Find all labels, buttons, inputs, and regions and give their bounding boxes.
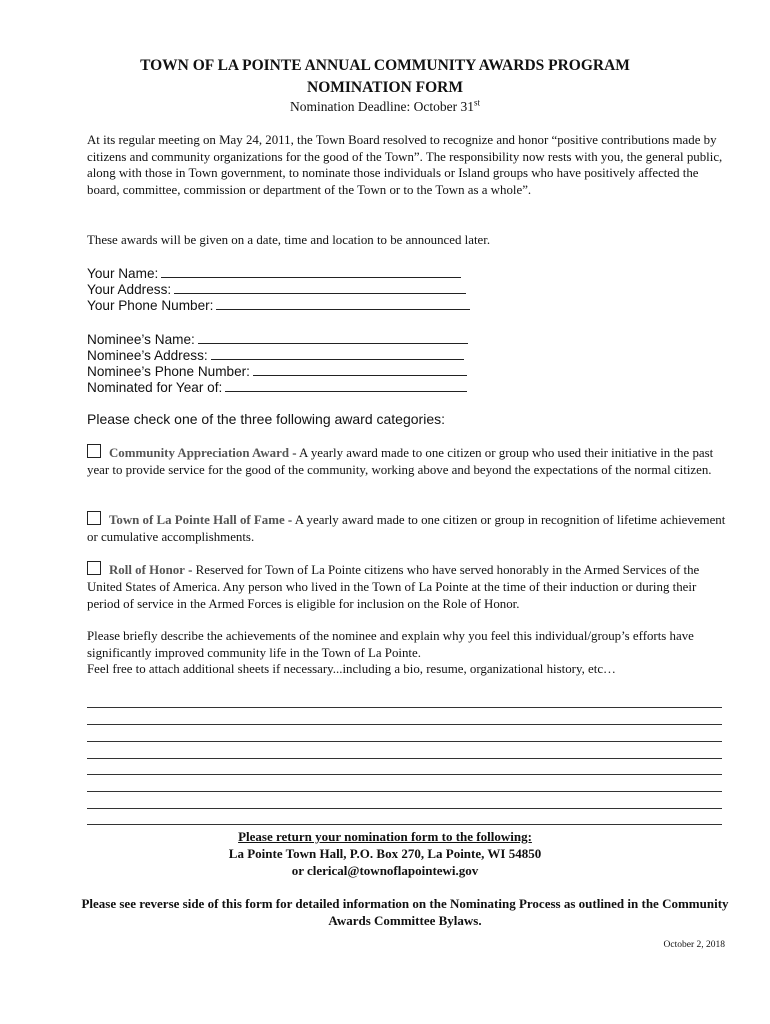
hall-of-fame-checkbox[interactable] [87,511,101,525]
nomination-deadline [0,99,770,115]
nominee-name-field [87,331,468,348]
nominated-year-label: Nominated for Year of: [87,380,223,395]
category-prompt: Please check one of the three following award categories: [87,411,445,427]
nominee-name-label: Nominee’s Name: [87,332,195,347]
your-name-label: Your Name: [87,266,159,281]
description-writing-line[interactable] [87,707,722,708]
awards-date-note: These awards will be given on a date, time and location to be announced later. [87,233,491,247]
award-hall-of-fame [87,511,727,546]
return-email: or clerical@townoflapointewi.gov [291,863,479,878]
your-address-field [87,281,466,298]
award-description: - A yearly award made to one citizen or group in recognition of lifetime achievement or cumulative accomplishments. [87,513,726,544]
form-date: October 2, 2018 [663,940,725,950]
your-phone-field [87,297,470,314]
description-writing-line[interactable] [87,791,722,792]
description-writing-line[interactable] [87,774,722,775]
nominated-year-field [87,379,467,396]
nominated-year-input-line[interactable] [225,379,467,392]
description-writing-line[interactable] [87,724,722,725]
description-instructions [87,628,727,678]
award-name: Roll of Honor [109,563,185,577]
nominee-address-field [87,347,464,364]
your-address-input-line[interactable] [174,281,466,294]
your-address-label: Your Address: [87,282,172,297]
description-prompt: Please briefly describe the achievements of the nominee and explain why you feel this individual/group’s efforts have significantly improved community life in the Town of La Pointe. [87,629,694,660]
nominee-address-label: Nominee’s Address: [87,348,208,363]
deadline-text: Nomination Deadline: October 31 [289,99,475,114]
your-phone-input-line[interactable] [216,297,470,310]
nominee-phone-field [87,363,467,380]
return-heading: Please return your nomination form to the following: [238,829,532,844]
description-writing-line[interactable] [87,741,722,742]
nominee-address-input-line[interactable] [211,347,464,360]
award-roll-of-honor [87,561,727,613]
form-subtitle: NOMINATION FORM [307,79,463,96]
intro-paragraph: At its regular meeting on May 24, 2011, the Town Board resolved to recognize and honor “positive contributions made by citizens and community organizations for the good of the Town”. The responsibility now rests with you, the general public, along with those in Town government, to nominate those individuals or Island groups who have positively affected the board, committee, commission or department of the Town or to the Town as a whole”. [87,133,723,197]
award-name: Town of La Pointe Hall of Fame [109,513,285,527]
nominee-phone-input-line[interactable] [253,363,467,376]
description-writing-line[interactable] [87,808,722,809]
return-address: La Pointe Town Hall, P.O. Box 270, La Pointe, WI 54850 [228,846,542,861]
nominee-name-input-line[interactable] [198,331,468,344]
award-name: Community Appreciation Award [109,446,290,460]
reverse-side-note: Please see reverse side of this form for detailed information on the Nominating Process as outlined in the Community Awards Committee Bylaws. [81,896,729,928]
form-title: TOWN OF LA POINTE ANNUAL COMMUNITY AWARDS PROGRAM [140,57,630,74]
description-writing-line[interactable] [87,758,722,759]
award-description: - A yearly award made to one citizen or group who used their initiative in the past year to provide service for the good of the community, working above and beyond the expectations of the normal citizen. [87,446,714,477]
deadline-suffix: st [474,97,481,108]
your-phone-label: Your Phone Number: [87,298,214,313]
your-name-field [87,265,461,282]
nominee-phone-label: Nominee’s Phone Number: [87,364,250,379]
attachment-note: Feel free to attach additional sheets if necessary...including a bio, resume, organizational history, etc… [87,662,616,677]
award-description: - Reserved for Town of La Pointe citizens who have served honorably in the Armed Services of the United States of America. Any person who lived in the Town of La Pointe at the time of their induction or during their period of service in the Armed Forces is eligible for inclusion on the Role of Honor. [87,563,700,611]
community-appreciation-checkbox[interactable] [87,444,101,458]
roll-of-honor-checkbox[interactable] [87,561,101,575]
award-community-appreciation [87,444,727,479]
description-writing-line[interactable] [87,824,722,825]
your-name-input-line[interactable] [161,265,461,278]
